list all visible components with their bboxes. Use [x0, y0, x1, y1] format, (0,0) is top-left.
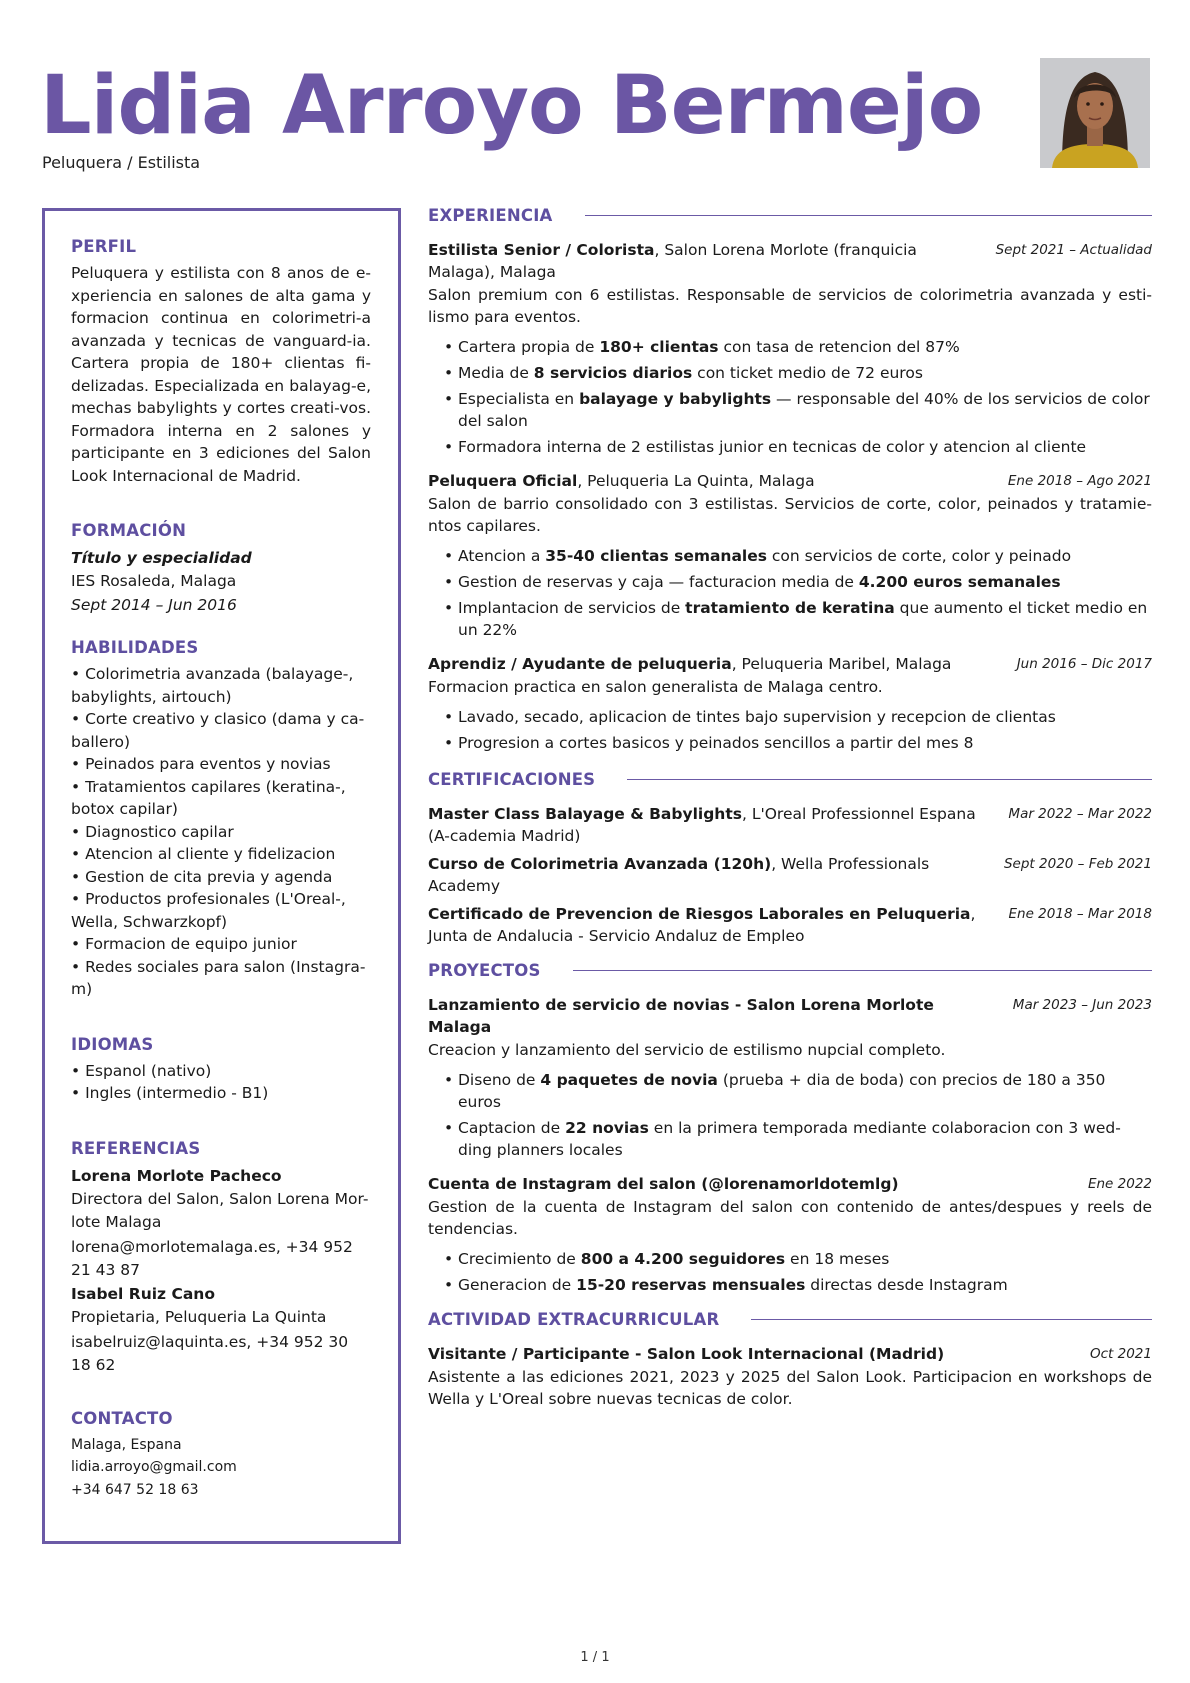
formacion-dates: Sept 2014 – Jun 2016 — [71, 596, 237, 614]
skill-item: • Tratamientos capilares (keratina-, botox capilar) — [71, 776, 371, 821]
bullet-item: • Cartera propia de 180+ clientas con tasa de retencion del 87% — [444, 336, 1152, 358]
entry-org: , Peluqueria La Quinta, Malaga — [577, 472, 815, 490]
sidebar — [42, 208, 401, 1544]
entry-title: Visitante / Participante - Salon Look Internacional (Madrid) — [428, 1345, 945, 1363]
bullet-item: • Formadora interna de 2 estilistas junior en tecnicas de color y atencion al cliente — [444, 436, 1152, 458]
bullet-item: • Progresion a cortes basicos y peinados sencillos a partir del mes 8 — [444, 732, 1152, 754]
certificaciones-heading: CERTIFICACIONES — [428, 770, 596, 789]
bullet-item: • Implantacion de servicios de tratamiento de keratina que aumento el ticket medio en un 22% — [444, 597, 1152, 641]
entry-description: Salon premium con 6 estilistas. Responsable de servicios de colorimetria avanzada y esti-lismo para eventos. — [428, 286, 1152, 326]
perfil-heading: PERFIL — [71, 237, 137, 256]
skill-item: • Diagnostico capilar — [71, 821, 371, 844]
reference-role: Directora del Salon, Salon Lorena Mor-lote Malaga — [71, 1189, 369, 1231]
entry-bullets — [428, 336, 1152, 458]
proyectos-heading: PROYECTOS — [428, 961, 541, 980]
skill-item: • Peinados para eventos y novias — [71, 753, 371, 776]
formacion-school: IES Rosaleda, Malaga — [71, 572, 237, 590]
experience-entry — [428, 470, 1152, 641]
entry-title — [428, 653, 1017, 675]
candidate-subtitle: Peluquera / Estilista — [42, 153, 201, 172]
entry-date: Ene 2018 – Mar 2018 — [1008, 906, 1152, 922]
habilidades-section — [71, 638, 371, 1001]
skill-item: • Colorimetria avanzada (balayage-, babylights, airtouch) — [71, 663, 371, 708]
entry-date: Mar 2022 – Mar 2022 — [1008, 806, 1152, 822]
certification-entry — [428, 803, 1152, 847]
entry-org: , Peluqueria Maribel, Malaga — [731, 655, 952, 673]
skill-item: • Atencion al cliente y fidelizacion — [71, 843, 371, 866]
actividad-header — [428, 1310, 1152, 1329]
entry-title — [428, 239, 996, 283]
entry-role: Peluquera Oficial — [428, 472, 578, 490]
actividad-heading: ACTIVIDAD EXTRACURRICULAR — [428, 1310, 720, 1329]
reference-contact: isabelruiz@laquinta.es, +34 952 30 18 62 — [71, 1332, 349, 1374]
entry-bullets — [428, 545, 1152, 641]
entry-date: Ene 2022 — [1087, 1176, 1152, 1192]
reference-role: Propietaria, Peluqueria La Quinta — [71, 1307, 327, 1326]
contacto-section — [71, 1409, 371, 1502]
contact-phone: +34 647 52 18 63 — [71, 1481, 199, 1498]
idiomas-list — [71, 1060, 371, 1105]
language-item: • Ingles (intermedio - B1) — [71, 1082, 371, 1105]
skill-item: • Formacion de equipo junior — [71, 933, 371, 956]
entry-title: Certificado de Prevencion de Riesgos Laborales en Peluqueria, Junta de Andalucia - Servicio Andaluz de Empleo — [428, 905, 976, 945]
experience-entry — [428, 653, 1152, 754]
entry-title: Curso de Colorimetria Avanzada (120h), Wella Professionals Academy — [428, 855, 930, 895]
language-item: • Espanol (nativo) — [71, 1060, 371, 1083]
bullet-item: • Especialista en balayage y babylights — responsable del 40% de los servicios de color del salon — [444, 388, 1152, 432]
entry-title — [428, 470, 1008, 492]
entry-date: Sept 2021 – Actualidad — [995, 242, 1152, 258]
referencias-section — [71, 1139, 371, 1377]
bullet-item: • Crecimiento de 800 a 4.200 seguidores en 18 meses — [444, 1248, 1152, 1270]
certificaciones-section — [428, 770, 1152, 947]
experience-entry — [428, 239, 1152, 458]
reference-item — [71, 1282, 371, 1377]
skill-item: • Redes sociales para salon (Instagra-m) — [71, 956, 371, 1001]
certificaciones-header — [428, 770, 1152, 789]
formacion-section — [71, 521, 371, 618]
actividad-section — [428, 1310, 1152, 1410]
proyectos-header — [428, 961, 1152, 980]
contact-city: Malaga, Espana — [71, 1436, 182, 1453]
certification-entry — [428, 853, 1152, 897]
entry-description: Salon de barrio consolidado con 3 estilistas. Servicios de corte, color, peinados y tratamie-ntos capilares. — [428, 495, 1152, 535]
idiomas-heading: IDIOMAS — [71, 1034, 154, 1054]
entry-role: Aprendiz / Ayudante de peluqueria — [428, 655, 732, 673]
experiencia-header — [428, 206, 1152, 225]
entry-bullets — [428, 1248, 1152, 1296]
project-entry — [428, 994, 1152, 1161]
project-entry — [428, 1173, 1152, 1296]
referencias-heading: REFERENCIAS — [71, 1138, 201, 1158]
idiomas-section — [71, 1035, 371, 1105]
main-column — [428, 206, 1152, 1422]
entry-date: Jun 2016 – Dic 2017 — [1016, 656, 1152, 672]
reference-contact: lorena@morlotemalaga.es, +34 952 21 43 87 — [71, 1237, 353, 1279]
entry-title: Lanzamiento de servicio de novias - Salon Lorena Morlote Malaga — [428, 996, 934, 1036]
bullet-item: • Atencion a 35-40 clientas semanales con servicios de corte, color y peinado — [444, 545, 1152, 567]
entry-date: Oct 2021 — [1090, 1346, 1152, 1362]
skill-item: • Productos profesionales (L'Oreal-, Wella, Schwarzkopf) — [71, 888, 371, 933]
section-divider — [573, 970, 1152, 972]
reference-name: Isabel Ruiz Cano — [71, 1284, 215, 1303]
page-number: 1 / 1 — [580, 1650, 610, 1665]
bullet-item: • Media de 8 servicios diarios con ticket medio de 72 euros — [444, 362, 1152, 384]
entry-date: Ene 2018 – Ago 2021 — [1007, 473, 1152, 489]
entry-description: Formacion practica en salon generalista de Malaga centro. — [428, 678, 883, 696]
skill-item: • Corte creativo y clasico (dama y ca-ballero) — [71, 708, 371, 753]
entry-title: Master Class Balayage & Babylights, L'Oreal Professionnel Espana (A-cademia Madrid) — [428, 805, 976, 845]
section-divider — [751, 1319, 1152, 1321]
entry-bullets — [428, 706, 1152, 754]
bullet-item: • Lavado, secado, aplicacion de tintes bajo supervision y recepcion de clientas — [444, 706, 1152, 728]
habilidades-list — [71, 663, 371, 1001]
perfil-section — [71, 237, 371, 487]
entry-description: Asistente a las ediciones 2021, 2023 y 2025 del Salon Look. Participacion en workshops de Wella y L'Oreal sobre nuevas tecnicas de color. — [428, 1368, 1152, 1408]
section-divider — [585, 215, 1153, 217]
formacion-title: Título y especialidad — [71, 549, 252, 567]
reference-item — [71, 1164, 371, 1282]
activity-entry — [428, 1343, 1152, 1410]
entry-date: Sept 2020 – Feb 2021 — [1003, 856, 1152, 872]
skill-item: • Gestion de cita previa y agenda — [71, 866, 371, 889]
entry-description: Gestion de la cuenta de Instagram del salon con contenido de antes/despues y reels de tendencias. — [428, 1198, 1152, 1238]
entry-bullets — [428, 1069, 1152, 1161]
section-divider — [627, 779, 1152, 781]
bullet-item: • Gestion de reservas y caja — facturacion media de 4.200 euros semanales — [444, 571, 1152, 593]
candidate-name: Lidia Arroyo Bermejo — [40, 59, 983, 153]
bullet-item: • Captacion de 22 novias en la primera temporada mediante colaboracion con 3 wed-ding planners locales — [444, 1117, 1152, 1161]
proyectos-section — [428, 961, 1152, 1296]
bullet-item: • Diseno de 4 paquetes de novia (prueba + dia de boda) con precios de 180 a 350 euros — [444, 1069, 1152, 1113]
entry-role: Estilista Senior / Colorista — [428, 241, 655, 259]
habilidades-heading: HABILIDADES — [71, 638, 199, 657]
bullet-item: • Generacion de 15-20 reservas mensuales directas desde Instagram — [444, 1274, 1152, 1296]
formacion-heading: FORMACIÓN — [71, 521, 187, 540]
certification-entry — [428, 903, 1152, 947]
contact-email[interactable]: lidia.arroyo@gmail.com — [71, 1459, 237, 1475]
experiencia-heading: EXPERIENCIA — [428, 206, 553, 225]
experiencia-section — [428, 206, 1152, 754]
entry-description: Creacion y lanzamiento del servicio de estilismo nupcial completo. — [428, 1041, 946, 1059]
perfil-text: Peluquera y estilista con 8 anos de e-xperiencia en salones de alta gama y formacion continua en colorimetri-a avanzada y tecnicas de vanguard-ia. Cartera propia de 180+ clientas fi-delizadas. Especializada en balayag-e, mechas babylights y cortes creati-vos. Formadora interna en 2 salones y participante en 3 ediciones del Salon Look Internacional de Madrid. — [71, 264, 371, 485]
profile-photo — [1040, 58, 1150, 168]
reference-name: Lorena Morlote Pacheco — [71, 1166, 282, 1185]
entry-org: , Salon Lorena Morlote (franquicia Malaga), Malaga — [428, 241, 917, 281]
entry-date: Mar 2023 – Jun 2023 — [1012, 997, 1152, 1013]
contacto-heading: CONTACTO — [71, 1408, 173, 1428]
entry-title: Cuenta de Instagram del salon (@lorenamorldotemlg) — [428, 1175, 899, 1193]
